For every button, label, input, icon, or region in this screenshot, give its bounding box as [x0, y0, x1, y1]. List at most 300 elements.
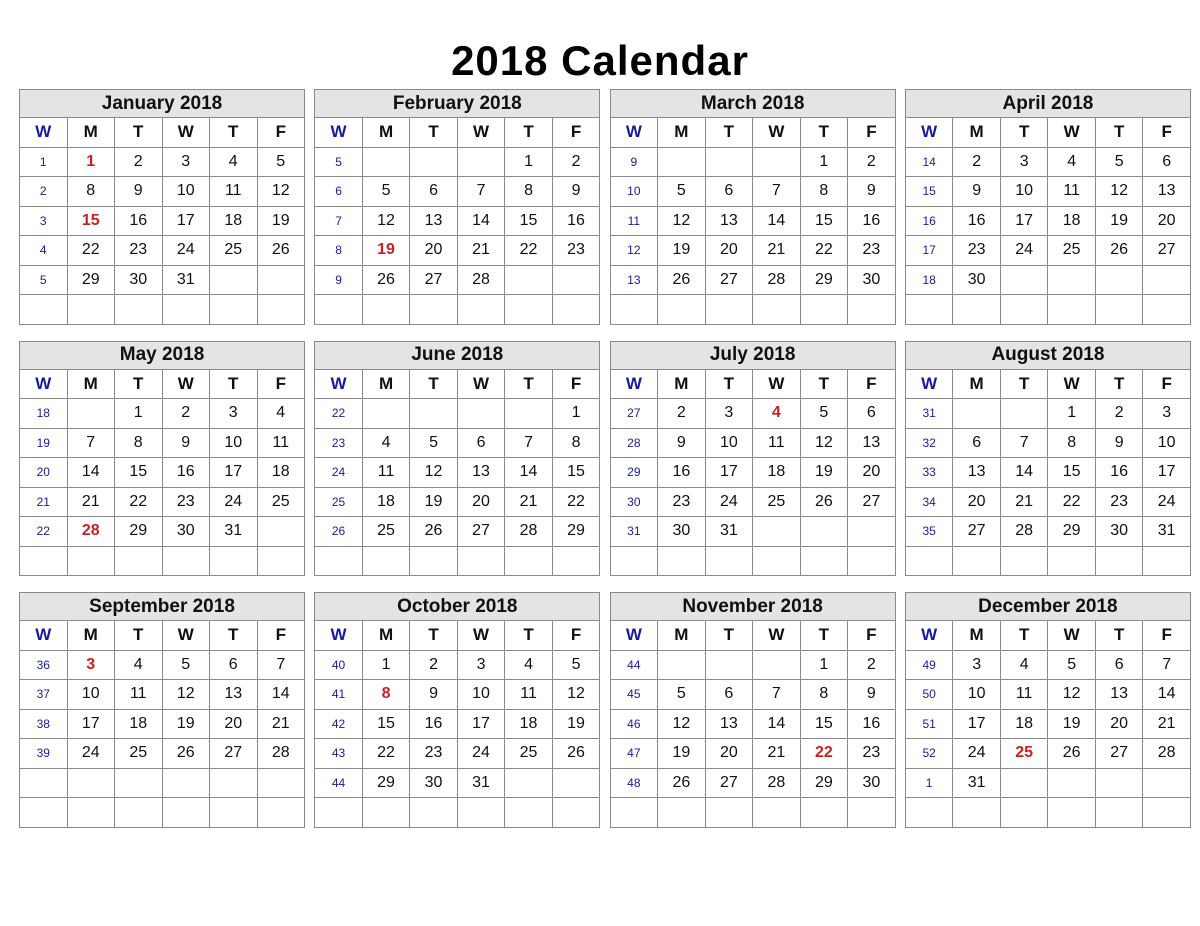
- day-cell: 26: [257, 236, 305, 266]
- day-cell: 26: [658, 768, 706, 798]
- week-number: 17: [905, 236, 953, 266]
- holiday-day-cell: 1: [67, 147, 115, 177]
- week-row: [610, 739, 895, 769]
- day-cell: 12: [1048, 680, 1096, 710]
- day-cell: 16: [410, 709, 458, 739]
- day-cell: 29: [1048, 517, 1096, 547]
- weekday-header: T: [115, 369, 163, 399]
- day-cell: [1095, 546, 1143, 576]
- day-cell: [362, 546, 410, 576]
- day-cell: [753, 798, 801, 828]
- day-cell: 11: [115, 680, 163, 710]
- day-cell: 17: [457, 709, 505, 739]
- day-cell: 2: [1095, 399, 1143, 429]
- day-cell: [410, 295, 458, 325]
- day-cell: 30: [848, 265, 896, 295]
- day-cell: 8: [800, 680, 848, 710]
- day-cell: 8: [800, 177, 848, 207]
- weekday-header: W: [162, 118, 210, 148]
- week-row: [20, 458, 305, 488]
- weekday-header: M: [67, 621, 115, 651]
- week-number: 24: [315, 458, 363, 488]
- day-cell: 1: [362, 650, 410, 680]
- week-row: [905, 147, 1190, 177]
- week-number: 35: [905, 517, 953, 547]
- day-cell: [67, 546, 115, 576]
- day-cell: 17: [1143, 458, 1191, 488]
- week-row: [20, 650, 305, 680]
- day-cell: [753, 546, 801, 576]
- week-row: [905, 768, 1190, 798]
- day-cell: 31: [1143, 517, 1191, 547]
- day-cell: 14: [753, 206, 801, 236]
- day-cell: [1048, 295, 1096, 325]
- day-cell: 19: [800, 458, 848, 488]
- weekday-header: W: [1048, 621, 1096, 651]
- day-cell: 10: [705, 428, 753, 458]
- day-cell: 10: [1143, 428, 1191, 458]
- day-cell: 28: [257, 739, 305, 769]
- month-title: December 2018: [905, 593, 1190, 621]
- day-cell: 14: [753, 709, 801, 739]
- week-number: 50: [905, 680, 953, 710]
- weekday-header: T: [210, 621, 258, 651]
- day-cell: [505, 768, 553, 798]
- week-row: [905, 680, 1190, 710]
- day-cell: 13: [705, 206, 753, 236]
- day-cell: [753, 147, 801, 177]
- day-cell: 18: [210, 206, 258, 236]
- week-number: 22: [315, 399, 363, 429]
- week-row: [315, 680, 600, 710]
- day-cell: [953, 295, 1001, 325]
- holiday-day-cell: 28: [67, 517, 115, 547]
- week-number: 6: [315, 177, 363, 207]
- day-cell: 8: [67, 177, 115, 207]
- month-title: January 2018: [20, 90, 305, 118]
- weekday-header: T: [1000, 118, 1048, 148]
- day-cell: 24: [1143, 487, 1191, 517]
- week-number: 9: [610, 147, 658, 177]
- weekday-header: T: [1000, 621, 1048, 651]
- day-cell: 9: [658, 428, 706, 458]
- day-cell: 22: [362, 739, 410, 769]
- weekday-header: F: [552, 369, 600, 399]
- day-cell: [658, 546, 706, 576]
- day-cell: [210, 295, 258, 325]
- week-header: W: [610, 621, 658, 651]
- day-cell: 3: [210, 399, 258, 429]
- day-cell: [1143, 265, 1191, 295]
- week-header: W: [20, 621, 68, 651]
- calendar-grid: [19, 89, 1190, 828]
- day-cell: 31: [210, 517, 258, 547]
- day-cell: 3: [1000, 147, 1048, 177]
- week-number: 34: [905, 487, 953, 517]
- month-title: March 2018: [610, 90, 895, 118]
- week-number: 5: [20, 265, 68, 295]
- week-number: 14: [905, 147, 953, 177]
- day-cell: 28: [753, 265, 801, 295]
- day-cell: [410, 798, 458, 828]
- week-row: [315, 458, 600, 488]
- week-row: [610, 650, 895, 680]
- day-cell: 9: [953, 177, 1001, 207]
- day-cell: 25: [115, 739, 163, 769]
- weekday-header: T: [705, 621, 753, 651]
- month-title: October 2018: [315, 593, 600, 621]
- day-cell: 26: [1048, 739, 1096, 769]
- month-title: April 2018: [905, 90, 1190, 118]
- weekday-header: W: [457, 118, 505, 148]
- week-row: [315, 709, 600, 739]
- day-cell: [753, 517, 801, 547]
- day-cell: 15: [115, 458, 163, 488]
- day-cell: 18: [1048, 206, 1096, 236]
- week-row: [315, 517, 600, 547]
- day-cell: [848, 798, 896, 828]
- week-header: W: [315, 118, 363, 148]
- week-number: [610, 546, 658, 576]
- day-cell: 15: [800, 206, 848, 236]
- day-cell: 26: [800, 487, 848, 517]
- day-cell: [362, 798, 410, 828]
- day-cell: 23: [658, 487, 706, 517]
- week-row: [315, 798, 600, 828]
- day-cell: 22: [800, 236, 848, 266]
- weekday-header: T: [1095, 118, 1143, 148]
- day-cell: 14: [505, 458, 553, 488]
- day-cell: [162, 295, 210, 325]
- day-cell: 19: [410, 487, 458, 517]
- week-row: [610, 487, 895, 517]
- day-cell: [1000, 768, 1048, 798]
- day-cell: 26: [162, 739, 210, 769]
- week-number: 44: [315, 768, 363, 798]
- day-cell: 4: [257, 399, 305, 429]
- day-cell: [457, 147, 505, 177]
- day-cell: 24: [705, 487, 753, 517]
- week-row: [315, 428, 600, 458]
- week-number: 46: [610, 709, 658, 739]
- day-cell: 24: [457, 739, 505, 769]
- day-cell: 3: [705, 399, 753, 429]
- month-title: July 2018: [610, 341, 895, 369]
- day-cell: [552, 546, 600, 576]
- week-number: [20, 546, 68, 576]
- day-cell: 29: [800, 768, 848, 798]
- day-cell: [1048, 768, 1096, 798]
- week-number: 16: [905, 206, 953, 236]
- day-cell: [257, 798, 305, 828]
- day-cell: [67, 399, 115, 429]
- day-cell: 5: [800, 399, 848, 429]
- day-cell: 29: [800, 265, 848, 295]
- day-cell: 12: [362, 206, 410, 236]
- week-row: [610, 458, 895, 488]
- day-cell: 27: [705, 768, 753, 798]
- week-row: [905, 546, 1190, 576]
- day-cell: 16: [658, 458, 706, 488]
- day-cell: 17: [210, 458, 258, 488]
- day-cell: 10: [162, 177, 210, 207]
- week-row: [905, 487, 1190, 517]
- day-cell: [210, 798, 258, 828]
- day-cell: 7: [257, 650, 305, 680]
- day-cell: 30: [410, 768, 458, 798]
- day-cell: [362, 147, 410, 177]
- week-number: 52: [905, 739, 953, 769]
- day-cell: [257, 265, 305, 295]
- day-cell: 22: [67, 236, 115, 266]
- day-cell: 8: [552, 428, 600, 458]
- day-cell: 5: [257, 147, 305, 177]
- week-header: W: [315, 369, 363, 399]
- day-cell: 24: [953, 739, 1001, 769]
- day-cell: 5: [162, 650, 210, 680]
- day-cell: 21: [67, 487, 115, 517]
- day-cell: [362, 399, 410, 429]
- day-cell: 13: [210, 680, 258, 710]
- month-june-2018: [314, 341, 600, 577]
- day-cell: [1143, 768, 1191, 798]
- day-cell: 9: [552, 177, 600, 207]
- day-cell: [705, 798, 753, 828]
- day-cell: 23: [1095, 487, 1143, 517]
- week-row: [315, 739, 600, 769]
- day-cell: [705, 295, 753, 325]
- day-cell: 20: [1143, 206, 1191, 236]
- week-number: [315, 295, 363, 325]
- day-cell: 16: [1095, 458, 1143, 488]
- day-cell: 25: [362, 517, 410, 547]
- weekday-header: T: [705, 369, 753, 399]
- day-cell: 28: [1143, 739, 1191, 769]
- day-cell: 19: [1095, 206, 1143, 236]
- week-row: [315, 147, 600, 177]
- week-row: [20, 295, 305, 325]
- week-row: [20, 517, 305, 547]
- holiday-day-cell: 3: [67, 650, 115, 680]
- week-number: 41: [315, 680, 363, 710]
- month-july-2018: [610, 341, 896, 577]
- day-cell: 11: [1000, 680, 1048, 710]
- day-cell: 1: [505, 147, 553, 177]
- week-number: 21: [20, 487, 68, 517]
- day-cell: 26: [1095, 236, 1143, 266]
- day-cell: 18: [257, 458, 305, 488]
- day-cell: [505, 798, 553, 828]
- day-cell: 16: [848, 709, 896, 739]
- day-cell: 5: [658, 177, 706, 207]
- week-row: [905, 206, 1190, 236]
- week-header: W: [905, 369, 953, 399]
- weekday-header: T: [410, 369, 458, 399]
- day-cell: 20: [410, 236, 458, 266]
- day-cell: [505, 265, 553, 295]
- weekday-header: W: [162, 621, 210, 651]
- day-cell: 13: [1143, 177, 1191, 207]
- day-cell: [800, 517, 848, 547]
- week-row: [905, 399, 1190, 429]
- day-cell: [705, 650, 753, 680]
- day-cell: 13: [457, 458, 505, 488]
- week-number: 29: [610, 458, 658, 488]
- week-number: [905, 295, 953, 325]
- day-cell: 23: [848, 236, 896, 266]
- day-cell: 14: [67, 458, 115, 488]
- day-cell: 27: [1095, 739, 1143, 769]
- week-number: 30: [610, 487, 658, 517]
- day-cell: [162, 798, 210, 828]
- weekday-header: W: [457, 621, 505, 651]
- week-number: [20, 768, 68, 798]
- weekday-header: F: [848, 369, 896, 399]
- day-cell: [848, 546, 896, 576]
- weekday-header: W: [753, 369, 801, 399]
- day-cell: [705, 546, 753, 576]
- day-cell: 1: [1048, 399, 1096, 429]
- weekday-header: M: [67, 118, 115, 148]
- day-cell: 5: [1095, 147, 1143, 177]
- day-cell: 12: [658, 206, 706, 236]
- day-cell: 26: [410, 517, 458, 547]
- weekday-header: M: [953, 118, 1001, 148]
- week-row: [20, 546, 305, 576]
- week-number: 22: [20, 517, 68, 547]
- day-cell: 23: [115, 236, 163, 266]
- day-cell: 23: [552, 236, 600, 266]
- day-cell: 17: [162, 206, 210, 236]
- day-cell: [1048, 265, 1096, 295]
- day-cell: 12: [257, 177, 305, 207]
- week-number: [20, 798, 68, 828]
- day-cell: 5: [362, 177, 410, 207]
- month-august-2018: [905, 341, 1191, 577]
- day-cell: 28: [753, 768, 801, 798]
- week-row: [610, 265, 895, 295]
- day-cell: 27: [705, 265, 753, 295]
- day-cell: 7: [457, 177, 505, 207]
- week-number: 31: [610, 517, 658, 547]
- day-cell: 14: [257, 680, 305, 710]
- day-cell: 13: [705, 709, 753, 739]
- week-number: 48: [610, 768, 658, 798]
- day-cell: 19: [1048, 709, 1096, 739]
- day-cell: 21: [257, 709, 305, 739]
- week-row: [20, 768, 305, 798]
- day-cell: 6: [953, 428, 1001, 458]
- week-number: 1: [20, 147, 68, 177]
- day-cell: 6: [210, 650, 258, 680]
- week-row: [905, 265, 1190, 295]
- day-cell: 5: [410, 428, 458, 458]
- day-cell: [505, 546, 553, 576]
- month-january-2018: [19, 89, 305, 325]
- week-row: [905, 295, 1190, 325]
- day-cell: 6: [410, 177, 458, 207]
- day-cell: 25: [753, 487, 801, 517]
- day-cell: 9: [115, 177, 163, 207]
- weekday-header: T: [1095, 621, 1143, 651]
- day-cell: 16: [552, 206, 600, 236]
- week-row: [905, 517, 1190, 547]
- weekday-header: T: [505, 369, 553, 399]
- month-december-2018: [905, 592, 1191, 828]
- day-cell: 19: [658, 739, 706, 769]
- day-cell: 24: [162, 236, 210, 266]
- day-cell: 19: [552, 709, 600, 739]
- day-cell: [800, 295, 848, 325]
- weekday-header: T: [705, 118, 753, 148]
- day-cell: 11: [753, 428, 801, 458]
- week-row: [20, 177, 305, 207]
- weekday-header: W: [1048, 118, 1096, 148]
- weekday-header: F: [848, 621, 896, 651]
- day-cell: 16: [162, 458, 210, 488]
- week-number: 1: [905, 768, 953, 798]
- day-cell: 11: [362, 458, 410, 488]
- weekday-header: M: [67, 369, 115, 399]
- weekday-header: M: [658, 118, 706, 148]
- week-number: [315, 798, 363, 828]
- day-cell: [115, 768, 163, 798]
- month-title: June 2018: [315, 341, 600, 369]
- day-cell: 23: [848, 739, 896, 769]
- week-number: 4: [20, 236, 68, 266]
- week-number: 9: [315, 265, 363, 295]
- weekday-header: F: [552, 621, 600, 651]
- day-cell: [210, 546, 258, 576]
- week-row: [905, 709, 1190, 739]
- week-row: [315, 399, 600, 429]
- day-cell: 31: [705, 517, 753, 547]
- day-cell: 3: [953, 650, 1001, 680]
- day-cell: 18: [1000, 709, 1048, 739]
- day-cell: 6: [705, 680, 753, 710]
- day-cell: [115, 295, 163, 325]
- week-row: [905, 458, 1190, 488]
- day-cell: [362, 295, 410, 325]
- week-row: [905, 739, 1190, 769]
- day-cell: 15: [800, 709, 848, 739]
- day-cell: 7: [753, 680, 801, 710]
- day-cell: 4: [1048, 147, 1096, 177]
- week-header: W: [905, 621, 953, 651]
- day-cell: 30: [162, 517, 210, 547]
- day-cell: [552, 295, 600, 325]
- day-cell: 19: [162, 709, 210, 739]
- day-cell: [1000, 399, 1048, 429]
- day-cell: [953, 546, 1001, 576]
- week-header: W: [20, 369, 68, 399]
- day-cell: [115, 798, 163, 828]
- day-cell: 29: [67, 265, 115, 295]
- week-number: 15: [905, 177, 953, 207]
- day-cell: 23: [410, 739, 458, 769]
- day-cell: [1095, 295, 1143, 325]
- day-cell: [658, 295, 706, 325]
- day-cell: 2: [953, 147, 1001, 177]
- day-cell: 15: [362, 709, 410, 739]
- week-row: [905, 650, 1190, 680]
- day-cell: 31: [162, 265, 210, 295]
- day-cell: 21: [457, 236, 505, 266]
- day-cell: 23: [162, 487, 210, 517]
- holiday-day-cell: 19: [362, 236, 410, 266]
- day-cell: 6: [1143, 147, 1191, 177]
- day-cell: 7: [1143, 650, 1191, 680]
